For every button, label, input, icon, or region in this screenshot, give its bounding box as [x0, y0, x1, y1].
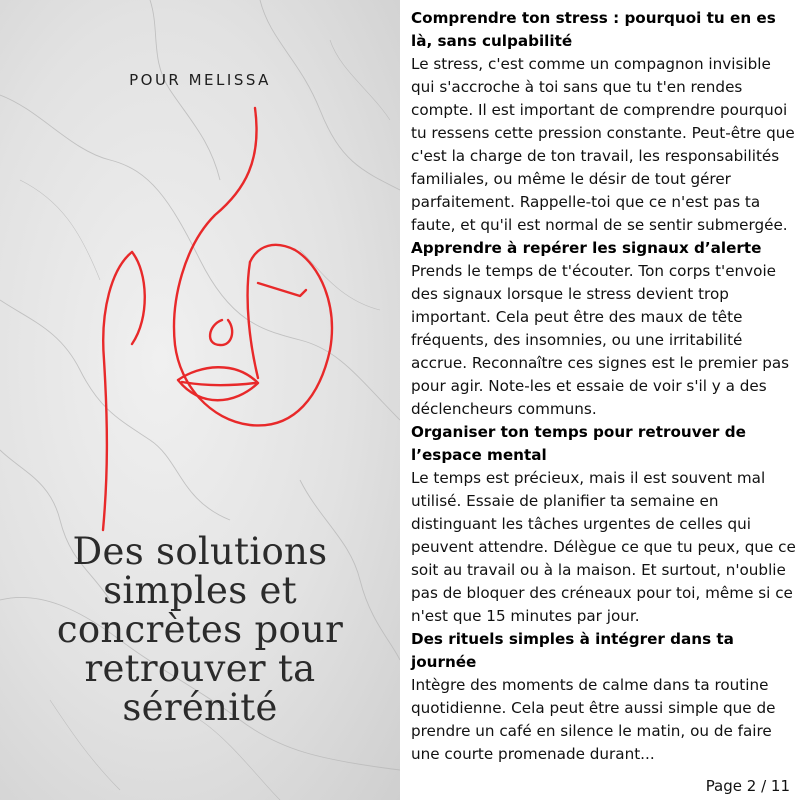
page-content: [411, 7, 796, 766]
cover-dedication: POUR MELISSA: [129, 71, 271, 89]
page-number: Page 2 / 11: [705, 777, 790, 795]
section-heading: Organiser ton temps pour retrouver de l’espace mental: [411, 423, 746, 464]
text-page: [400, 0, 800, 800]
cover-title: Des solutions simples et concrètes pour retrouver ta sérénité: [56, 530, 344, 729]
section-heading: Apprendre à repérer les signaux d’alerte: [411, 239, 762, 257]
section-body: Intègre des moments de calme dans ta routine quotidienne. Cela peut être aussi simple que de prendre un café en silence le matin, ou de faire une courte promenade durant...: [411, 676, 776, 763]
section-body: Le stress, c'est comme un compagnon invisible qui s'accroche à toi sans que tu t'en rendes compte. Il est important de comprendre pourquoi tu ressens cette pression constante. Peut-être que c'est la charge de ton travail, les responsabilités familiales, ou même le désir de tout gérer parfaitement. Rappelle-toi que ce n'est pas ta faute, et qu'il est normal de se sentir submergée.: [411, 55, 795, 234]
section-body: Le temps est précieux, mais il est souvent mal utilisé. Essaie de planifier ta semaine en distinguant les tâches urgentes de celles qui peuvent attendre. Délègue ce que tu peux, que ce soit au travail ou à la maison. Et surtout, n'oublie pas de bloquer des créneaux pour toi, même si ce n'est que 15 minutes par jour.: [411, 469, 796, 625]
section-heading: Comprendre ton stress : pourquoi tu en es là, sans culpabilité: [411, 9, 776, 50]
section-body: Prends le temps de t'écouter. Ton corps t'envoie des signaux lorsque le stress devient trop important. Cela peut être des maux de tête fréquents, des insomnies, ou une irritabilité accrue. Reconnaître ces signes est le premier pas pour agir. Note-les et essaie de voir s'il y a des déclencheurs communs.: [411, 262, 790, 418]
section-heading: Des rituels simples à intégrer dans ta journée: [411, 630, 734, 671]
